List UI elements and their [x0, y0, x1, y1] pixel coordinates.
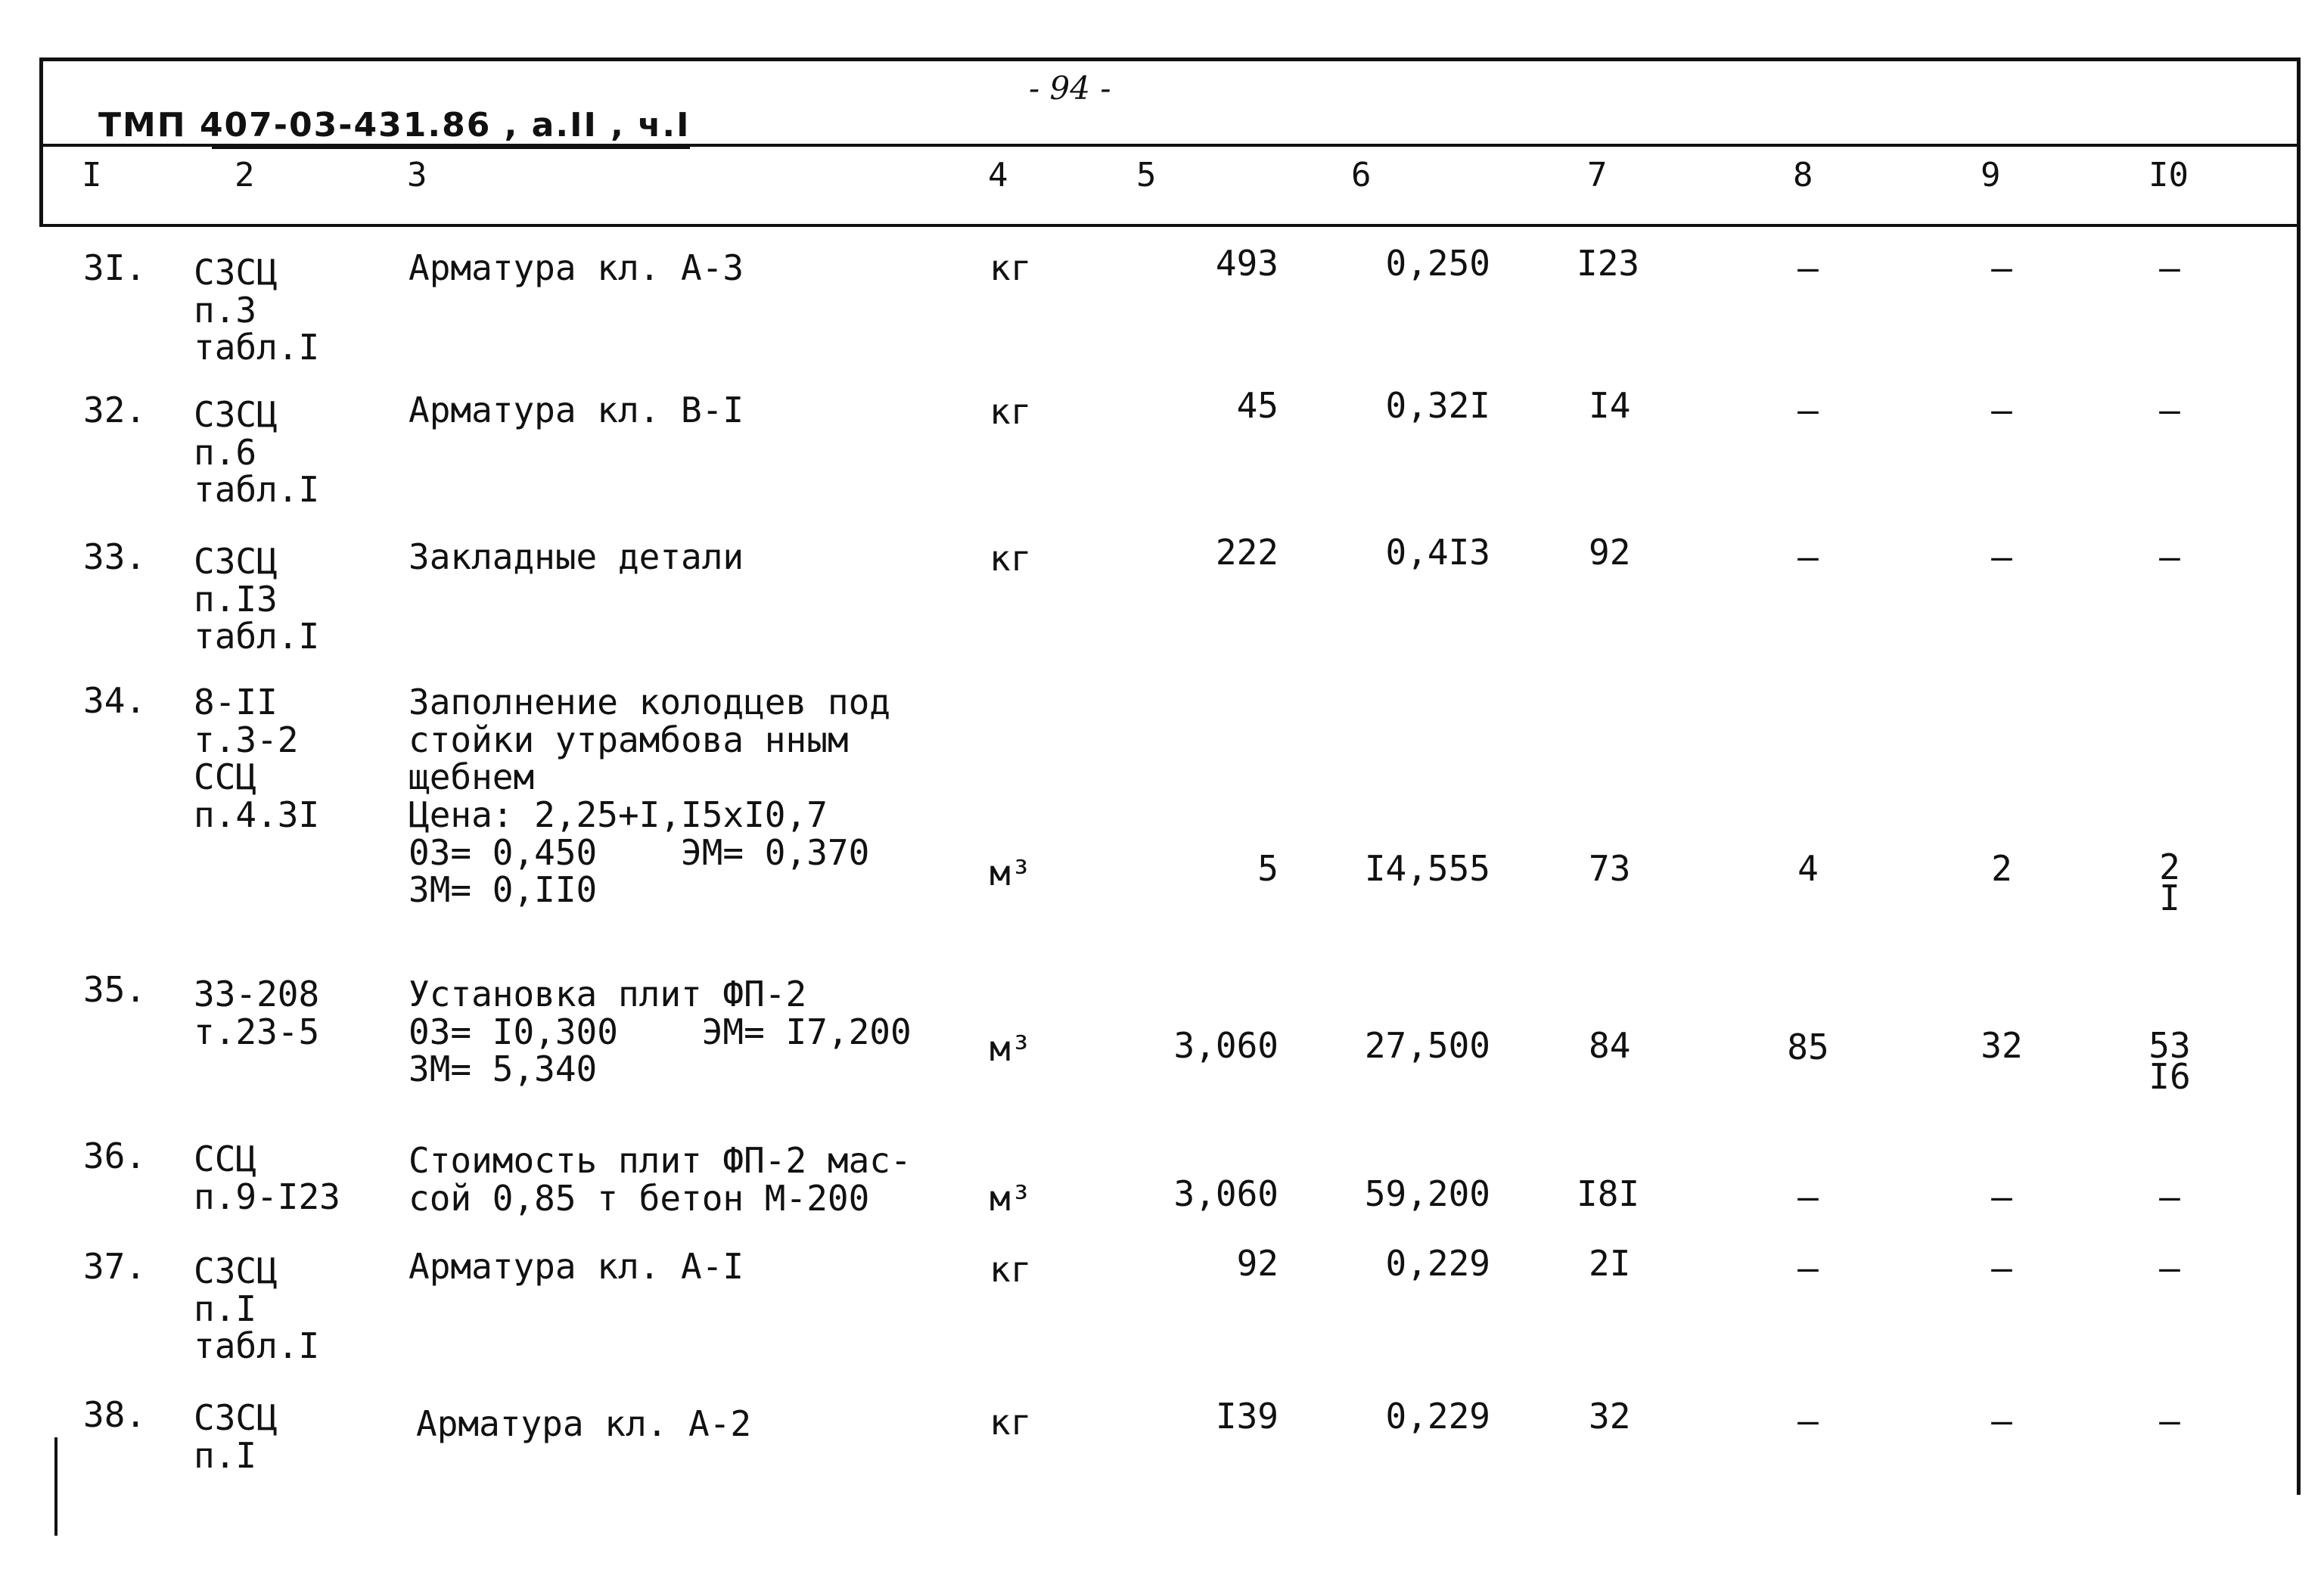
- row-total: I8I: [1577, 1173, 1640, 1214]
- row-quantity: 92: [1236, 1243, 1279, 1284]
- row-price: 27,500: [1364, 1025, 1490, 1066]
- row-price: I4,555: [1364, 848, 1490, 889]
- row-quantity: 222: [1215, 532, 1279, 573]
- row-col8: –: [1797, 1400, 1819, 1441]
- row-col9: 32: [1981, 1025, 2023, 1066]
- col-header-2: 2: [235, 156, 255, 194]
- row-unit: м³: [990, 1028, 1032, 1069]
- row-name: Арматура кл. В-I: [409, 390, 744, 430]
- row-col9: –: [1991, 390, 2012, 430]
- row-unit: м³: [990, 853, 1032, 893]
- row-price: 0,229: [1385, 1396, 1490, 1437]
- frame-left-lower-line: [54, 1437, 57, 1536]
- row-quantity: I39: [1215, 1396, 1279, 1437]
- row-price: 0,32I: [1385, 385, 1490, 426]
- col-header-10: I0: [2148, 156, 2189, 194]
- row-col8: 4: [1797, 848, 1819, 889]
- row-quantity: 5: [1257, 848, 1279, 889]
- row-col10: –: [2159, 536, 2180, 577]
- row-col10: –: [2159, 247, 2180, 288]
- row-unit: кг: [990, 1249, 1032, 1290]
- row-price: 59,200: [1364, 1173, 1490, 1214]
- row-total: 2I: [1589, 1243, 1631, 1284]
- row-number: 32.: [83, 390, 147, 430]
- row-name: Стоимость плит ФП-2 мас- сой 0,85 т бетон М-200: [409, 1140, 912, 1219]
- row-col8: –: [1797, 536, 1819, 577]
- row-number: 3I.: [83, 247, 147, 288]
- frame-right-line: [2297, 57, 2301, 1495]
- row-reference: ССЦ п.9-I23: [194, 1139, 340, 1217]
- row-unit: кг: [990, 1402, 1032, 1443]
- document-code-underline: [212, 147, 690, 149]
- row-total: 32: [1589, 1396, 1631, 1437]
- row-total: 73: [1589, 848, 1631, 889]
- row-reference: С3СЦ п.I3 табл.I: [194, 541, 320, 657]
- frame-top-line: [39, 57, 2300, 61]
- row-col9: –: [1991, 536, 2012, 577]
- row-name: Установка плит ФП-2 03= I0,300 ЭМ= I7,200 ЗМ= 5,340: [409, 974, 912, 1090]
- row-col9: 2: [1991, 848, 2012, 889]
- row-col9: –: [1991, 247, 2012, 288]
- document-code: [98, 106, 690, 144]
- row-number: 33.: [83, 536, 147, 577]
- row-col8: –: [1797, 390, 1819, 430]
- row-number: 38.: [83, 1394, 147, 1435]
- row-quantity: 3,060: [1173, 1025, 1279, 1066]
- col-header-6: 6: [1351, 156, 1372, 194]
- row-price: 0,229: [1385, 1243, 1490, 1284]
- row-unit: кг: [990, 247, 1032, 288]
- page-number: - 94 -: [1029, 70, 1111, 107]
- row-unit: м³: [990, 1178, 1032, 1219]
- document-code-text: ТМП 407-03-431.86 , а.II , ч.I: [98, 106, 691, 144]
- row-number: 34.: [83, 680, 147, 721]
- row-number: 37.: [83, 1246, 147, 1287]
- row-number: 36.: [83, 1136, 147, 1176]
- row-unit: кг: [990, 391, 1032, 432]
- row-col10: 2 I: [2159, 847, 2180, 919]
- row-number: 35.: [83, 969, 147, 1010]
- row-name: Закладные детали: [409, 536, 744, 577]
- row-reference: С3СЦ п.6 табл.I: [194, 394, 320, 511]
- row-quantity: 3,060: [1173, 1173, 1279, 1214]
- row-col8: 85: [1787, 1027, 1829, 1067]
- row-total: 92: [1589, 532, 1631, 573]
- row-name: Арматура кл. А-3: [409, 247, 744, 288]
- col-header-1: I: [82, 156, 102, 194]
- row-reference: 8-II т.3-2 ССЦ п.4.3I: [194, 682, 320, 836]
- row-col9: –: [1991, 1176, 2012, 1217]
- row-col10: –: [2159, 1400, 2180, 1441]
- col-header-3: 3: [407, 156, 427, 194]
- row-reference: 33-208 т.23-5: [194, 974, 320, 1052]
- row-unit: кг: [990, 538, 1032, 579]
- col-header-7: 7: [1587, 156, 1608, 194]
- row-reference: С3СЦ п.I: [194, 1397, 278, 1476]
- col-header-9: 9: [1981, 156, 2001, 194]
- row-name: Арматура кл. А-I: [409, 1246, 744, 1287]
- row-col10: 53 I6: [2148, 1025, 2191, 1098]
- row-name: Арматура кл. А-2: [416, 1403, 752, 1444]
- row-col8: –: [1797, 1247, 1819, 1288]
- row-price: 0,250: [1385, 243, 1490, 284]
- row-total: 84: [1589, 1025, 1631, 1066]
- row-col9: –: [1991, 1247, 2012, 1288]
- row-col10: –: [2159, 1247, 2180, 1288]
- row-col9: –: [1991, 1400, 2012, 1441]
- row-col10: –: [2159, 390, 2180, 430]
- col-header-4: 4: [988, 156, 1008, 194]
- row-col8: –: [1797, 1176, 1819, 1217]
- row-col10: –: [2159, 1176, 2180, 1217]
- row-quantity: 493: [1215, 243, 1279, 284]
- row-col8: –: [1797, 247, 1819, 288]
- row-total: I4: [1589, 385, 1631, 426]
- row-price: 0,4I3: [1385, 532, 1490, 573]
- row-reference: С3СЦ п.3 табл.I: [194, 252, 320, 368]
- column-header-rule: [39, 224, 2300, 227]
- row-name: Заполнение колодцев под стойки утрамбова нным щебнем Цена: 2,25+I,I5хI0,7 03= 0,450 ЭМ= 0,370 ЗМ= 0,II0: [409, 682, 890, 911]
- row-reference: С3СЦ п.I табл.I: [194, 1250, 320, 1367]
- row-total: I23: [1577, 243, 1640, 284]
- row-quantity: 45: [1236, 385, 1279, 426]
- col-header-5: 5: [1136, 156, 1157, 194]
- col-header-8: 8: [1793, 156, 1813, 194]
- frame-left-line: [39, 57, 43, 225]
